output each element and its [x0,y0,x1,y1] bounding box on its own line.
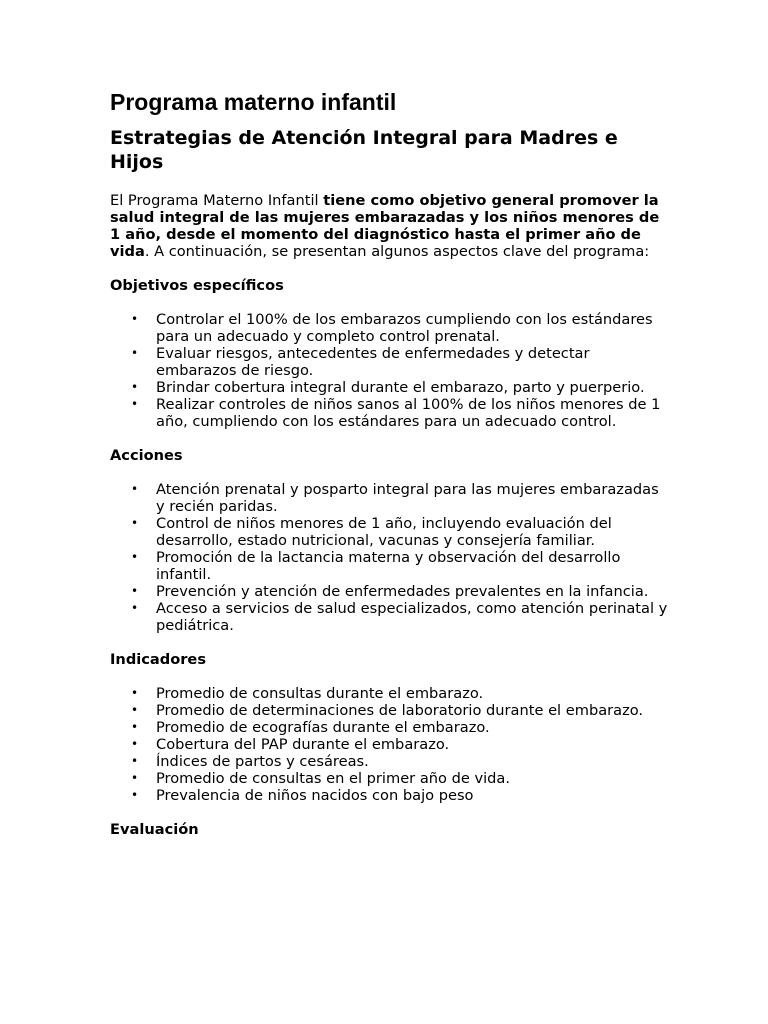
bullet-icon: • [131,601,139,615]
document-page [110,88,670,855]
bullet-icon: • [131,312,139,326]
list-item-text: Controlar el 100% de los embarazos cumpliendo con los estándares para un adecuado y completo control prenatal. [156,311,653,345]
bullet-icon: • [131,516,139,530]
list-item [110,702,670,719]
bullet-icon: • [131,754,139,768]
list-item-text: Índices de partos y cesáreas. [156,753,369,770]
list-item [110,600,670,634]
bullet-icon: • [131,380,139,394]
list-item [110,753,670,770]
list-item-text: Promoción de la lactancia materna y observación del desarrollo infantil. [156,549,621,583]
list-item [110,719,670,736]
list-item-text: Promedio de ecografías durante el embarazo. [156,719,490,736]
intro-text-start: El Programa Materno Infantil [110,192,324,209]
bullet-icon: • [131,720,139,734]
bullet-icon: • [131,550,139,564]
list-item-text: Prevalencia de niños nacidos con bajo peso [156,787,474,804]
bullet-list [110,481,670,634]
bullet-list [110,311,670,430]
bullet-list [110,685,670,804]
list-item [110,770,670,787]
intro-text-end: . A continuación, se presentan algunos aspectos clave del programa: [144,243,650,260]
list-item-text: Control de niños menores de 1 año, incluyendo evaluación del desarrollo, estado nutricional, vacunas y consejería familiar. [156,515,612,549]
bullet-icon: • [131,703,139,717]
bullet-icon: • [131,686,139,700]
list-item-text: Atención prenatal y posparto integral para las mujeres embarazadas y recién paridas. [156,481,659,515]
list-item-text: Acceso a servicios de salud especializados, como atención perinatal y pediátrica. [156,600,668,634]
list-item [110,736,670,753]
section-heading: Objetivos específicos [110,277,284,294]
list-item [110,787,670,804]
intro-paragraph [110,192,670,260]
bullet-icon: • [131,771,139,785]
bullet-icon: • [131,737,139,751]
list-item [110,379,670,396]
intro-text-bold: tiene como objetivo general promover la salud integral de las mujeres embarazadas y los niños menores de 1 año, desde el momento del diagnóstico hasta el primer año de vida [110,192,660,260]
list-item-text: Promedio de consultas en el primer año de vida. [156,770,510,787]
list-item [110,345,670,379]
list-item [110,515,670,549]
list-item-text: Promedio de consultas durante el embarazo. [156,685,484,702]
bullet-icon: • [131,482,139,496]
bullet-icon: • [131,397,139,411]
list-item [110,583,670,600]
document-title: Programa materno infantil [110,89,397,115]
bullet-icon: • [131,584,139,598]
list-item-text: Realizar controles de niños sanos al 100% de los niños menores de 1 año, cumpliendo con los estándares para un adecuado control. [156,396,661,430]
list-item-text: Cobertura del PAP durante el embarazo. [156,736,450,753]
section-heading: Acciones [110,447,183,464]
bullet-icon: • [131,346,139,360]
list-item [110,311,670,345]
list-item-text: Promedio de determinaciones de laboratorio durante el embarazo. [156,702,644,719]
list-item-text: Prevención y atención de enfermedades prevalentes en la infancia. [156,583,649,600]
list-item-text: Brindar cobertura integral durante el embarazo, parto y puerperio. [156,379,645,396]
list-item-text: Evaluar riesgos, antecedentes de enfermedades y detectar embarazos de riesgo. [156,345,590,379]
sections-container [110,277,670,838]
list-item [110,481,670,515]
document-subtitle: Estrategias de Atención Integral para Madres e Hijos [110,127,618,173]
bullet-icon: • [131,788,139,802]
section-heading: Evaluación [110,821,199,838]
list-item [110,549,670,583]
section-heading: Indicadores [110,651,207,668]
list-item [110,396,670,430]
list-item [110,685,670,702]
